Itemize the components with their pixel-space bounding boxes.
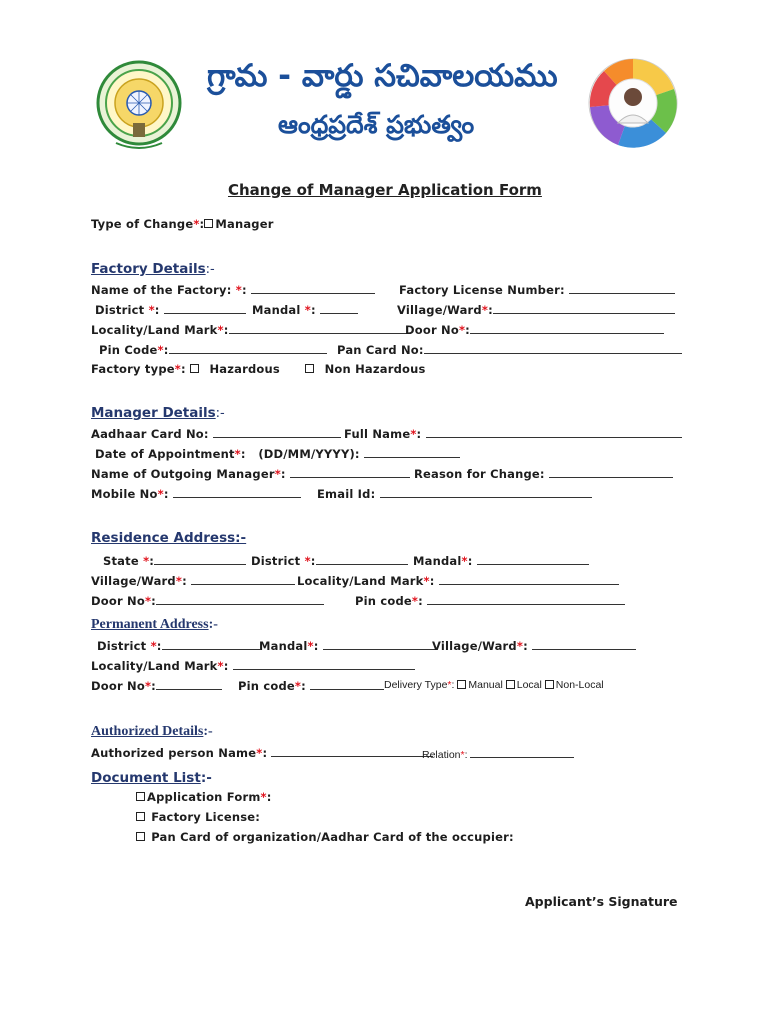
doc-item-application-form	[136, 790, 272, 804]
permanent-heading	[91, 613, 218, 633]
authorized-person-label: Authorized person Name	[91, 746, 257, 760]
permanent-mandal-input[interactable]	[323, 638, 437, 650]
pincode-label: Pin Code	[99, 343, 158, 357]
authorized-heading-text: Authorized Details	[91, 724, 204, 739]
required-mark: *	[175, 574, 183, 588]
residence-pincode-field	[355, 593, 625, 608]
factory-door-field	[405, 322, 664, 337]
fullname-field	[344, 426, 682, 441]
permanent-heading-text: Permanent Address	[91, 617, 209, 632]
factory-heading-text: Factory Details	[91, 261, 206, 277]
pan-label: Pan Card No:	[337, 343, 424, 357]
relation-field	[422, 746, 574, 761]
outgoing-manager-field	[91, 466, 410, 481]
fullname-input[interactable]	[426, 426, 682, 438]
colon: :	[467, 554, 473, 568]
factory-door-input[interactable]	[470, 322, 664, 334]
required-mark: *	[410, 427, 417, 441]
colon: :	[223, 323, 229, 337]
doa-input[interactable]	[364, 446, 460, 458]
mandal-label: Mandal	[413, 554, 462, 568]
permanent-pincode-input[interactable]	[310, 678, 384, 690]
colon: :	[262, 746, 268, 760]
factory-pan-input[interactable]	[424, 342, 682, 354]
factory-name-field	[91, 282, 375, 297]
colon: :	[465, 323, 470, 337]
door-label: Door No	[405, 323, 459, 337]
authorized-heading	[91, 720, 213, 740]
type-of-change-row	[91, 217, 274, 231]
door-label: Door No	[91, 679, 145, 693]
colon: :	[151, 679, 156, 693]
required-mark: *	[516, 639, 524, 653]
factory-village-input[interactable]	[493, 302, 675, 314]
factory-name-input[interactable]	[251, 282, 375, 294]
residence-mandal-field	[413, 553, 589, 568]
required-mark: *	[304, 303, 311, 317]
residence-door-input[interactable]	[156, 593, 324, 605]
aadhaar-input[interactable]	[213, 426, 341, 438]
delivery-manual-checkbox[interactable]	[457, 680, 466, 689]
required-mark: *	[148, 303, 155, 317]
colon: :	[223, 659, 229, 673]
document-heading-suffix: :-	[200, 770, 212, 786]
colon: :	[418, 594, 423, 608]
permanent-pincode-field	[238, 678, 384, 693]
residence-pincode-input[interactable]	[427, 593, 625, 605]
telugu-subtitle: ఆంధ్రప్రదేశ్ ప్రభుత్వం	[278, 110, 475, 139]
applicant-signature: Applicant’s Signature	[525, 894, 678, 909]
reason-input[interactable]	[549, 466, 673, 478]
factory-mandal-field	[252, 302, 358, 317]
mandal-label: Mandal	[252, 303, 301, 317]
required-mark: *	[144, 679, 152, 693]
outgoing-label: Name of Outgoing Manager	[91, 467, 275, 481]
non-hazardous-checkbox[interactable]	[305, 364, 314, 373]
colon: :	[266, 790, 272, 804]
permanent-village-input[interactable]	[532, 638, 636, 650]
colon: :	[180, 362, 186, 376]
required-mark: *	[461, 554, 468, 568]
required-mark: *	[294, 679, 302, 693]
authorized-heading-suffix: :-	[203, 724, 213, 739]
permanent-door-input[interactable]	[156, 678, 222, 690]
required-mark: *	[143, 554, 150, 568]
colon: :	[310, 554, 316, 568]
non-hazardous-label: Non Hazardous	[324, 362, 426, 376]
required-mark: *	[458, 323, 466, 337]
doc-item-pan-aadhar	[136, 830, 514, 844]
factory-locality-field	[91, 322, 411, 337]
delivery-local-label: Local	[516, 679, 542, 691]
aadhaar-label: Aadhaar Card No:	[91, 427, 209, 441]
district-label: District	[251, 554, 301, 568]
required-mark: *	[423, 574, 430, 588]
village-label: Village/Ward	[91, 574, 176, 588]
required-mark: *	[217, 323, 224, 337]
relation-label: Relation	[422, 749, 461, 761]
factory-heading-suffix: :-	[205, 262, 215, 277]
factory-name-label: Name of the Factory:	[91, 283, 232, 297]
factory-license-label: Factory License Number:	[399, 283, 565, 297]
required-mark: *	[157, 343, 164, 357]
required-mark: *	[234, 447, 241, 461]
type-of-change-label: Type of Change	[91, 217, 194, 231]
district-label: District	[95, 303, 145, 317]
required-mark: *	[307, 639, 314, 653]
colon: :	[464, 749, 468, 761]
village-label: Village/Ward	[432, 639, 517, 653]
delivery-manual-label: Manual	[468, 679, 503, 691]
delivery-local-checkbox[interactable]	[506, 680, 515, 689]
doc-application-checkbox[interactable]	[136, 792, 145, 801]
delivery-nonlocal-checkbox[interactable]	[545, 680, 554, 689]
outgoing-input[interactable]	[290, 466, 410, 478]
delivery-label: Delivery Type	[384, 679, 448, 691]
colon: :	[429, 574, 435, 588]
doc-pan-checkbox[interactable]	[136, 832, 145, 841]
required-mark: *	[174, 362, 181, 376]
colon: :	[310, 303, 316, 317]
hazardous-checkbox[interactable]	[190, 364, 199, 373]
manager-details-heading	[91, 402, 225, 421]
factory-type-field	[91, 362, 426, 376]
required-mark: *	[144, 594, 152, 608]
doc-item-factory-license	[136, 810, 260, 824]
permanent-heading-suffix: :-	[208, 617, 218, 632]
required-mark: *	[447, 679, 452, 691]
manager-heading-suffix: :-	[215, 406, 225, 421]
mandal-label: Mandal	[259, 639, 308, 653]
district-label: District	[97, 639, 147, 653]
fullname-label: Full Name	[344, 427, 411, 441]
factory-pincode-input[interactable]	[169, 342, 327, 354]
manager-heading-text: Manager Details	[91, 405, 216, 421]
permanent-district-field	[97, 638, 260, 653]
colon: :	[163, 343, 169, 357]
residence-district-input[interactable]	[316, 553, 408, 565]
colon: :	[416, 427, 422, 441]
residence-village-field	[91, 573, 295, 588]
delivery-type-field	[384, 679, 604, 691]
factory-district-input[interactable]	[164, 302, 246, 314]
colon: :	[154, 303, 160, 317]
factory-license-input[interactable]	[569, 282, 675, 294]
permanent-mandal-field	[259, 638, 437, 653]
residence-heading: Residence Address:-	[91, 530, 247, 546]
doc-license-label: Factory License:	[151, 810, 261, 824]
email-field	[317, 486, 592, 501]
email-label: Email Id:	[317, 487, 376, 501]
colon: :	[156, 639, 162, 653]
doa-field	[95, 446, 460, 461]
state-emblem	[96, 57, 182, 153]
aadhaar-field	[91, 426, 341, 441]
required-mark: *	[304, 554, 311, 568]
factory-village-field	[397, 302, 675, 317]
permanent-door-field	[91, 678, 222, 693]
residence-state-field	[103, 553, 246, 568]
locality-label: Locality/Land Mark	[297, 574, 424, 588]
email-input[interactable]	[380, 486, 592, 498]
delivery-nonlocal-label: Non-Local	[555, 679, 604, 691]
doa-label: Date of Appointment	[95, 447, 235, 461]
authorized-person-input[interactable]	[271, 745, 433, 757]
village-label: Village/Ward	[397, 303, 482, 317]
document-heading-text: Document List	[91, 770, 201, 786]
required-mark: *	[256, 746, 263, 760]
mobile-label: Mobile No	[91, 487, 158, 501]
form-title: Change of Manager Application Form	[228, 181, 542, 199]
telugu-title: గ్రామ - వార్డు సచివాలయము	[207, 58, 558, 94]
pincode-label: Pin code	[355, 594, 412, 608]
required-mark: *	[217, 659, 224, 673]
state-label: State	[103, 554, 139, 568]
colon: :	[199, 217, 205, 231]
colon: :	[240, 447, 246, 461]
permanent-village-field	[432, 638, 636, 653]
authorized-person-field	[91, 745, 433, 760]
navaratnalu-logo	[588, 55, 678, 151]
colon: :	[149, 554, 155, 568]
residence-village-input[interactable]	[191, 573, 295, 585]
colon: :	[488, 303, 493, 317]
manager-option-label: Manager	[215, 217, 274, 231]
reason-field	[414, 466, 673, 481]
required-mark: *	[274, 467, 281, 481]
residence-mandal-input[interactable]	[477, 553, 589, 565]
required-mark: *	[260, 790, 267, 804]
document-list-heading	[91, 767, 212, 786]
residence-district-field	[251, 553, 408, 568]
factory-license-field	[399, 282, 675, 297]
required-mark: *	[150, 639, 157, 653]
colon: :	[182, 574, 187, 588]
residence-door-field	[91, 593, 324, 608]
pincode-label: Pin code	[238, 679, 295, 693]
colon: :	[280, 467, 286, 481]
colon: :	[151, 594, 156, 608]
factory-pan-field	[337, 342, 682, 357]
required-mark: *	[411, 594, 419, 608]
colon: :	[301, 679, 306, 693]
residence-locality-input[interactable]	[439, 573, 619, 585]
required-mark: *	[157, 487, 164, 501]
doc-license-checkbox[interactable]	[136, 812, 145, 821]
colon: :	[163, 487, 169, 501]
factory-mandal-input[interactable]	[320, 302, 358, 314]
permanent-locality-input[interactable]	[233, 658, 415, 670]
mobile-input[interactable]	[173, 486, 301, 498]
door-label: Door No	[91, 594, 145, 608]
residence-state-input[interactable]	[154, 553, 246, 565]
residence-locality-field	[297, 573, 619, 588]
doc-pan-label: Pan Card of organization/Aadhar Card of the occupier:	[151, 830, 514, 844]
reason-label: Reason for Change:	[414, 467, 545, 481]
locality-label: Locality/Land Mark	[91, 323, 218, 337]
doa-format: (DD/MM/YYYY):	[258, 447, 360, 461]
factory-pincode-field	[99, 342, 327, 357]
mobile-field	[91, 486, 301, 501]
locality-label: Locality/Land Mark	[91, 659, 218, 673]
required-mark: *	[460, 749, 465, 761]
colon: :	[451, 679, 455, 691]
required-mark: *	[481, 303, 489, 317]
required-mark: *	[193, 217, 200, 231]
doc-application-label: Application Form	[147, 790, 261, 804]
factory-type-label: Factory type	[91, 362, 175, 376]
relation-input[interactable]	[470, 746, 574, 758]
permanent-locality-field	[91, 658, 415, 673]
factory-district-field	[95, 302, 246, 317]
factory-locality-input[interactable]	[229, 322, 411, 334]
permanent-district-input[interactable]	[162, 638, 260, 650]
hazardous-label: Hazardous	[209, 362, 280, 376]
manager-checkbox[interactable]	[204, 219, 213, 228]
required-mark: *	[235, 283, 242, 297]
colon: :	[523, 639, 528, 653]
colon: :	[241, 283, 247, 297]
factory-details-heading	[91, 258, 215, 277]
colon: :	[313, 639, 319, 653]
